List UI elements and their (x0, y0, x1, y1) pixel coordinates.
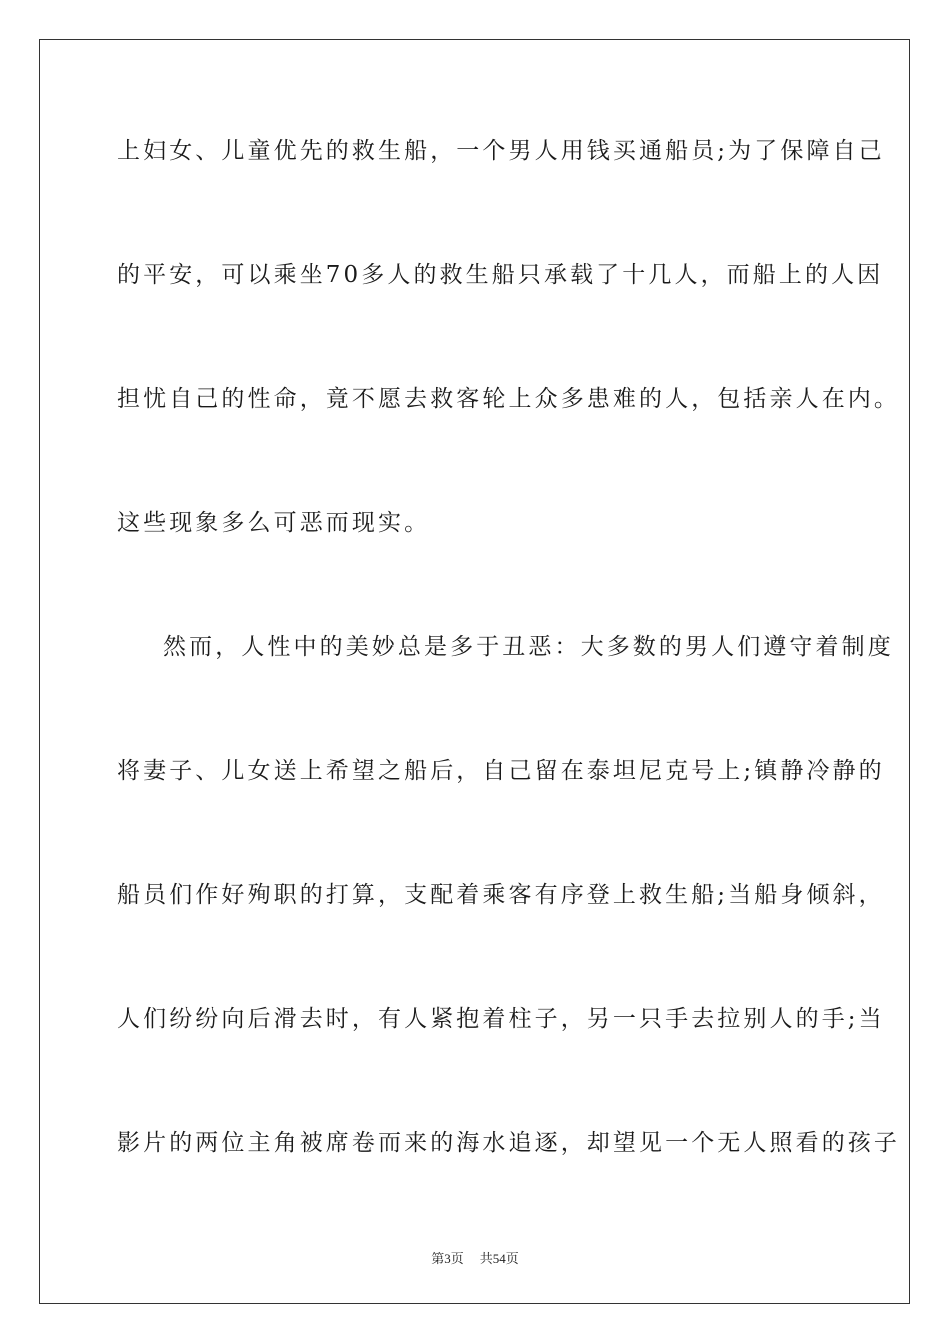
page-total: 共54页 (479, 1251, 519, 1266)
page-border (39, 39, 910, 1304)
text-line: 人们纷纷向后滑去时，有人紧抱着柱子，另一只手去拉别人的手;当 (117, 1006, 885, 1032)
text-line: 的平安，可以乘坐70多人的救生船只承载了十几人，而船上的人因 (117, 262, 884, 288)
page-number: 第3页 (431, 1251, 464, 1266)
page-footer (0, 1248, 950, 1267)
text-line: 船员们作好殉职的打算，支配着乘客有序登上救生船;当船身倾斜， (117, 882, 885, 908)
text-line: 这些现象多么可恶而现实。 (117, 510, 431, 536)
text-line: 影片的两位主角被席卷而来的海水追逐，却望见一个无人照看的孩子 (117, 1130, 900, 1156)
text-line: 上妇女、儿童优先的救生船，一个男人用钱买通船员;为了保障自己 (117, 138, 885, 164)
text-line-paragraph-start: 然而，人性中的美妙总是多于丑恶：大多数的男人们遵守着制度 (163, 634, 894, 660)
text-line: 担忧自己的性命，竟不愿去救客轮上众多患难的人，包括亲人在内。 (117, 386, 900, 412)
text-line: 将妻子、儿女送上希望之船后，自己留在泰坦尼克号上;镇静冷静的 (117, 758, 885, 784)
